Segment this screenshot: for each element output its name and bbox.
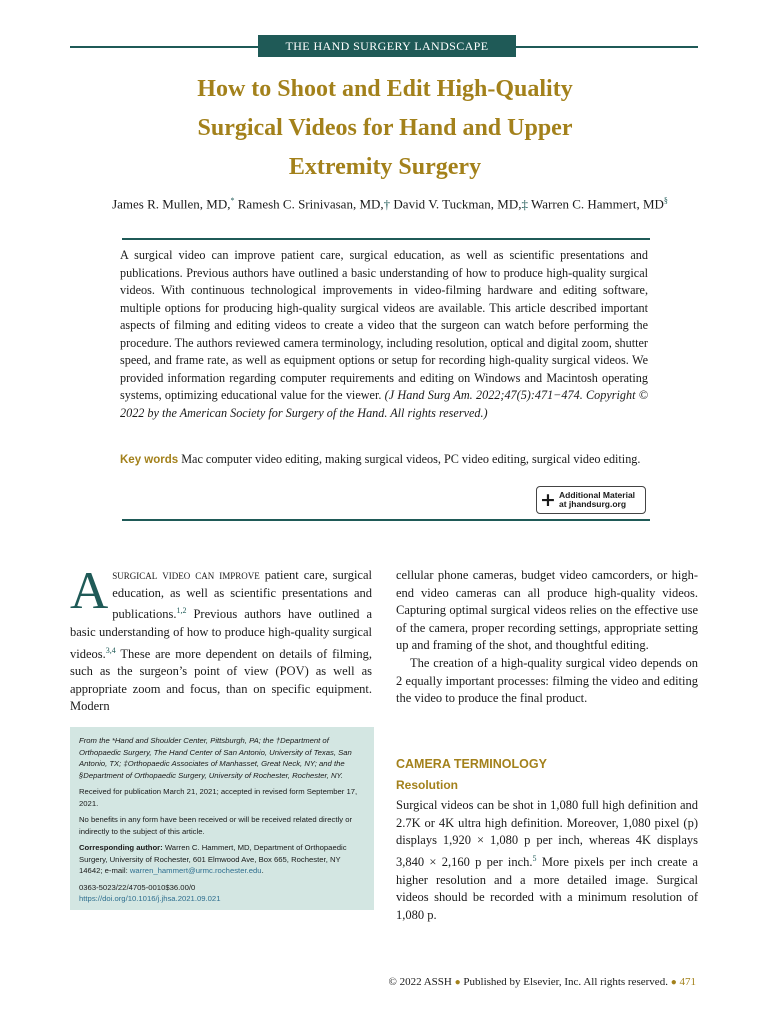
reference-link[interactable]: 3,4: [105, 645, 116, 655]
bullet-icon: ●: [670, 977, 677, 988]
doi-link[interactable]: https://doi.org/10.1016/j.jhsa.2021.09.021: [79, 894, 221, 903]
reference-link[interactable]: 5: [532, 853, 537, 863]
reference-link[interactable]: 1,2: [176, 606, 187, 616]
keywords: [120, 451, 648, 470]
author-3-affil-mark[interactable]: ‡: [521, 196, 529, 212]
author-4-affil-mark[interactable]: §: [663, 196, 668, 205]
corresponding-author: Corresponding author: Warren C. Hammert, MD, Department of Orthopaedic Surgery, University of Rochester, 601 Elmwood Ave, Box 665, Rochester, NY 14642; e-mail: warren_hammert@urmc.rochester.edu.: [79, 843, 347, 875]
author-1-affil-mark[interactable]: *: [230, 196, 235, 205]
email-link[interactable]: warren_hammert@urmc.rochester.edu: [129, 866, 262, 875]
author-4[interactable]: Warren C. Hammert, MD: [531, 196, 664, 212]
abstract: [120, 247, 648, 422]
body-paragraph-1: Asurgical video can improve patient care, surgical education, as well as scientific presentations and publications.$^{1,2}$ Previous authors have outlined a basic understanding of how to produce high-quality surgical videos.$^{3,4}$ These are more dependent on details of filming, such as the surgeon’s point of view (POV) as well as appropriate zoom and focus, than on specific equipment. Modern: [70, 562, 372, 714]
subsection-heading: Resolution: [396, 778, 458, 792]
author-2-affil-mark[interactable]: †: [383, 196, 391, 212]
body-paragraph-1-continued: cellular phone cameras, budget video camcorders, or high-end video cameras can all produce high-quality videos. Capturing optimal surgical videos relies on the effective use of the camera, proper recording settings, appropriate setting up and framing of the shot, and thoughtful editing.: [396, 568, 698, 653]
section-heading: CAMERA TERMINOLOGY: [396, 757, 547, 771]
body-column-right-lower: [396, 797, 698, 924]
plus-icon: +: [540, 489, 556, 511]
article-title: [90, 70, 680, 187]
drop-cap: A: [70, 562, 109, 620]
page-number: 471: [679, 976, 696, 988]
publisher-text: Published by Elsevier, Inc. All rights reserved.: [463, 976, 668, 988]
body-paragraph-2: The creation of a high-quality surgical video depends on 2 equally important processes: filming the video and editing the video to produce the final product.: [396, 655, 698, 706]
additional-material-line-1: Additional Material: [559, 489, 636, 500]
abstract-bottom-rule: [122, 519, 650, 521]
issn-code: 0363-5023/22/4705-0010$36.00/0: [79, 882, 196, 892]
abstract-citation: (J Hand Surg Am. 2022;47(5):471−474. Copyright © 2022 by the American Society for Surgery of the Hand. All rights reserved.): [120, 388, 649, 420]
author-3[interactable]: David V. Tuckman, MD,: [393, 196, 522, 212]
keywords-text: Mac computer video editing, making surgical videos, PC video editing, surgical video editing.: [181, 452, 641, 466]
title-line-1: How to Shoot and Edit High-Quality: [197, 76, 573, 102]
additional-material-line-2: at jhandsurg.org: [559, 499, 627, 509]
lead-in-smallcaps: surgical video can improve: [112, 568, 260, 582]
author-2[interactable]: Ramesh C. Srinivasan, MD,: [237, 196, 384, 212]
additional-material-link[interactable]: [536, 486, 646, 514]
section-banner: THE HAND SURGERY LANDSCAPE: [258, 35, 516, 57]
body-column-right: [396, 567, 698, 708]
author-1[interactable]: James R. Mullen, MD,: [112, 196, 231, 212]
body-column-left: [70, 562, 372, 716]
bullet-icon: ●: [454, 977, 461, 988]
title-line-3: Extremity Surgery: [288, 154, 482, 180]
abstract-top-rule: [122, 238, 650, 240]
received-dates: Received for publication March 21, 2021; accepted in revised form September 17, 2021.: [79, 787, 358, 808]
page-footer: [388, 976, 696, 988]
body-paragraph-3: Surgical videos can be shot in 1,080 full high definition and 2.7K or 4K ultra high definition. Moreover, 1,080 pixel (p) displays 1,920 × 1,080 p per inch, whereas 4K displays 3,840 × 2,160 p per inch.$^5$ More pixels per inch create a higher resolution and a more detailed image. Surgical videos should be recorded with a minimum resolution of 1,080 p.: [396, 798, 699, 922]
article-info-box: [70, 727, 374, 910]
copyright-text: © 2022 ASSH: [388, 976, 452, 988]
title-line-2: Surgical Videos for Hand and Upper: [197, 115, 573, 141]
affiliations: From the *Hand and Shoulder Center, Pittsburgh, PA; the †Department of Orthopaedic Surgery, The Hand Center of San Antonio, University of Texas, San Antonio, TX; ‡Orthopaedic Associates of Manhasset, Great Neck, NY; and the §Department of Orthopaedic Surgery, University of Rochester, Rochester, NY.: [79, 736, 352, 780]
abstract-text: A surgical video can improve patient care, surgical education, as well as scientific presentations and publications. Previous authors have outlined a basic understanding of how to produce high-quality surgical videos. With continuous technological improvements in video-filming hardware and editing software, multiple options for producing high-quality surgical videos are available. This article described important aspects of filming and editing videos to create a video that the surgeon can watch before performing the procedure. The authors reviewed camera terminology, including resolution, optical and digital zoom, shutter speed, and frame rate, as well as equipment options or setup for recording high-quality surgical videos. We provided information regarding computer requirements and editing on Windows and Macintosh operating systems, optimizing educational value for the viewer.: [120, 248, 648, 402]
keywords-label: Key words: [120, 454, 179, 466]
benefits-statement: No benefits in any form have been received or will be received related directly or indirectly to the subject of this article.: [79, 815, 353, 836]
author-list: [60, 196, 720, 212]
